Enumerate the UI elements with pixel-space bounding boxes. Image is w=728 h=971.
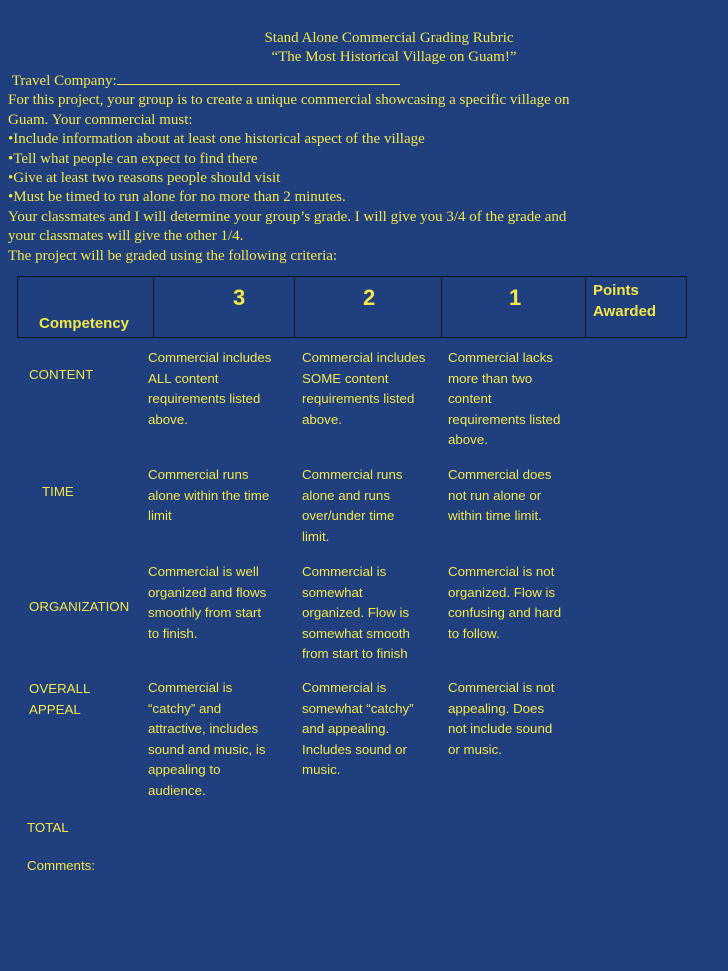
row-label-content: CONTENT [29, 367, 94, 382]
score-3-header: 3 [233, 285, 246, 310]
content-score-2: Commercial includes SOME content requirements listed above. [302, 350, 426, 427]
page-title: Stand Alone Commercial Grading Rubric [264, 30, 514, 46]
intro-line: For this project, your group is to create a unique commercial showcasing a specific village on [8, 92, 570, 109]
criteria-line: The project will be graded using the following criteria: [8, 247, 338, 264]
intro-line: Guam. Your commercial must: [8, 111, 193, 128]
score-1-header: 1 [509, 285, 522, 310]
instructions [8, 71, 720, 266]
requirement-bullet: •Include information about at least one historical aspect of the village [8, 131, 425, 148]
travel-company-line [8, 71, 720, 91]
points-awarded-header: Points Awarded [593, 282, 657, 320]
organization-score-1: Commercial is not organized. Flow is confusing and hard to follow. [448, 564, 562, 641]
row-label-time: TIME [42, 484, 74, 499]
appeal-score-3: Commercial is “catchy” and attractive, includes sound and music, is appealing to audience. [148, 680, 266, 798]
appeal-score-2: Commercial is somewhat “catchy” and appealing. Includes sound or music. [302, 680, 414, 778]
organization-score-3: Commercial is well organized and flows smoothly from start to finish. [148, 564, 267, 641]
travel-company-label: Travel Company: [11, 73, 117, 89]
page-subtitle: “The Most Historical Village on Guam!” [271, 49, 517, 65]
content-score-1: Commercial lacks more than two content requirements listed above. [448, 350, 561, 448]
time-score-2: Commercial runs alone and runs over/under time limit. [302, 467, 403, 544]
competency-header: Competency [39, 315, 130, 332]
comments-label: Comments: [27, 858, 95, 873]
grade-line: Your classmates and I will determine your group’s grade. I will give you 3/4 of the grade and [8, 208, 567, 225]
content-score-3: Commercial includes ALL content requirements listed above. [148, 350, 272, 427]
time-score-3: Commercial runs alone within the time limit [148, 467, 270, 524]
travel-company-blank [117, 71, 400, 85]
time-score-1: Commercial does not run alone or within time limit. [448, 467, 552, 524]
total-label: TOTAL [27, 820, 69, 835]
row-label-organization: ORGANIZATION [29, 599, 130, 614]
requirement-bullet: •Tell what people can expect to find there [8, 150, 258, 167]
appeal-score-1: Commercial is not appealing. Does not include sound or music. [448, 680, 555, 757]
organization-score-2: Commercial is somewhat organized. Flow is somewhat smooth from start to finish [302, 564, 410, 662]
row-label-overall-appeal: OVERALL APPEAL [29, 681, 91, 717]
requirement-bullet: •Must be timed to run alone for no more than 2 minutes. [8, 189, 346, 206]
requirement-bullet: •Give at least two reasons people should visit [8, 170, 281, 187]
grade-line: your classmates will give the other 1/4. [8, 228, 244, 245]
rubric-header-row [17, 276, 687, 338]
score-2-header: 2 [363, 285, 376, 310]
